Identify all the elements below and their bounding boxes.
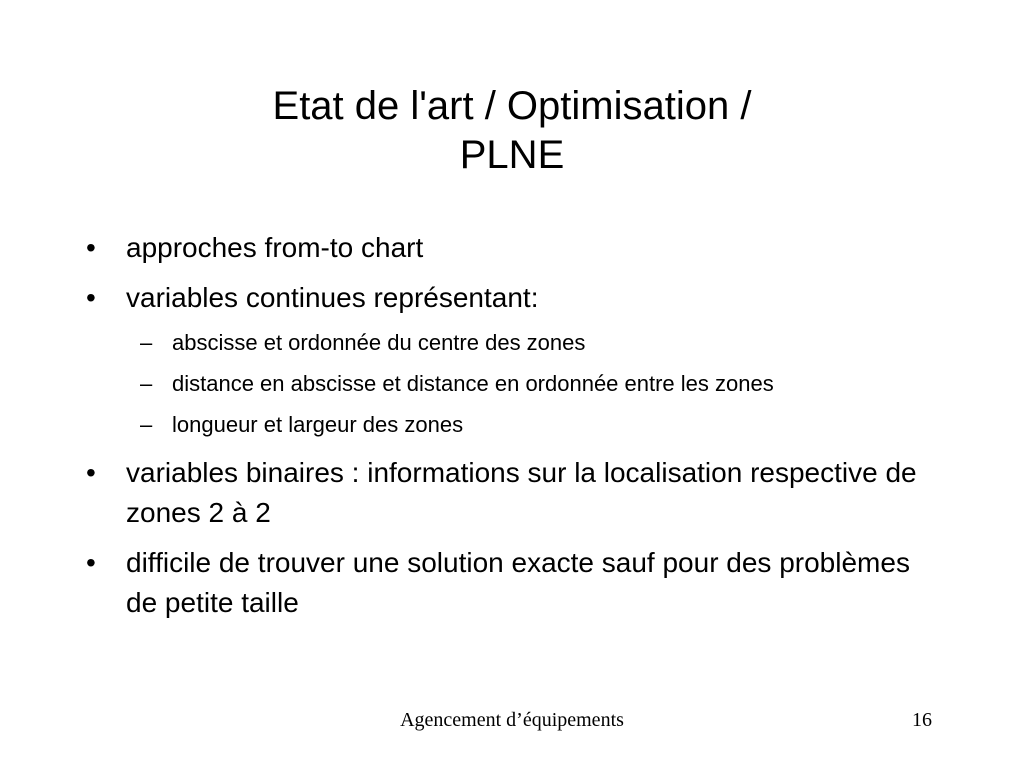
slide-title: [112, 82, 912, 180]
sub-bullet-text: abscisse et ordonnée du centre des zones: [172, 330, 586, 355]
slide-title-line-1: Etat de l'art / Optimisation /: [272, 84, 752, 128]
bullet-item-1: [84, 228, 944, 268]
slide-title-line-2: PLNE: [459, 133, 565, 177]
bullet-item-2: [84, 278, 944, 318]
bullet-item-4: [84, 543, 944, 623]
page-number: 16: [912, 709, 932, 731]
bullet-dot-icon: •: [86, 457, 96, 488]
bullet-list: [84, 228, 944, 623]
bullet-dot-icon: •: [86, 282, 96, 313]
dash-icon: –: [140, 371, 153, 396]
dash-icon: –: [140, 330, 153, 355]
bullet-text: difficile de trouver une solution exacte sauf pour des problèmes de petite taille: [126, 547, 910, 618]
slide-footer: Agencement d’équipements: [400, 709, 624, 731]
dash-icon: –: [140, 412, 153, 437]
sub-bullet-item-2: [84, 367, 944, 400]
sub-bullet-text: distance en abscisse et distance en ordonnée entre les zones: [172, 371, 774, 396]
bullet-text: variables binaires : informations sur la localisation respective de zones 2 à 2: [126, 457, 917, 528]
bullet-dot-icon: •: [86, 232, 96, 263]
bullet-text: variables continues représentant:: [126, 282, 539, 313]
sub-bullet-text: longueur et largeur des zones: [172, 412, 464, 437]
sub-bullet-item-1: [84, 326, 944, 359]
bullet-dot-icon: •: [86, 547, 96, 578]
bullet-item-3: [84, 453, 944, 533]
sub-bullet-item-3: [84, 408, 944, 441]
bullet-text: approches from-to chart: [126, 232, 424, 263]
